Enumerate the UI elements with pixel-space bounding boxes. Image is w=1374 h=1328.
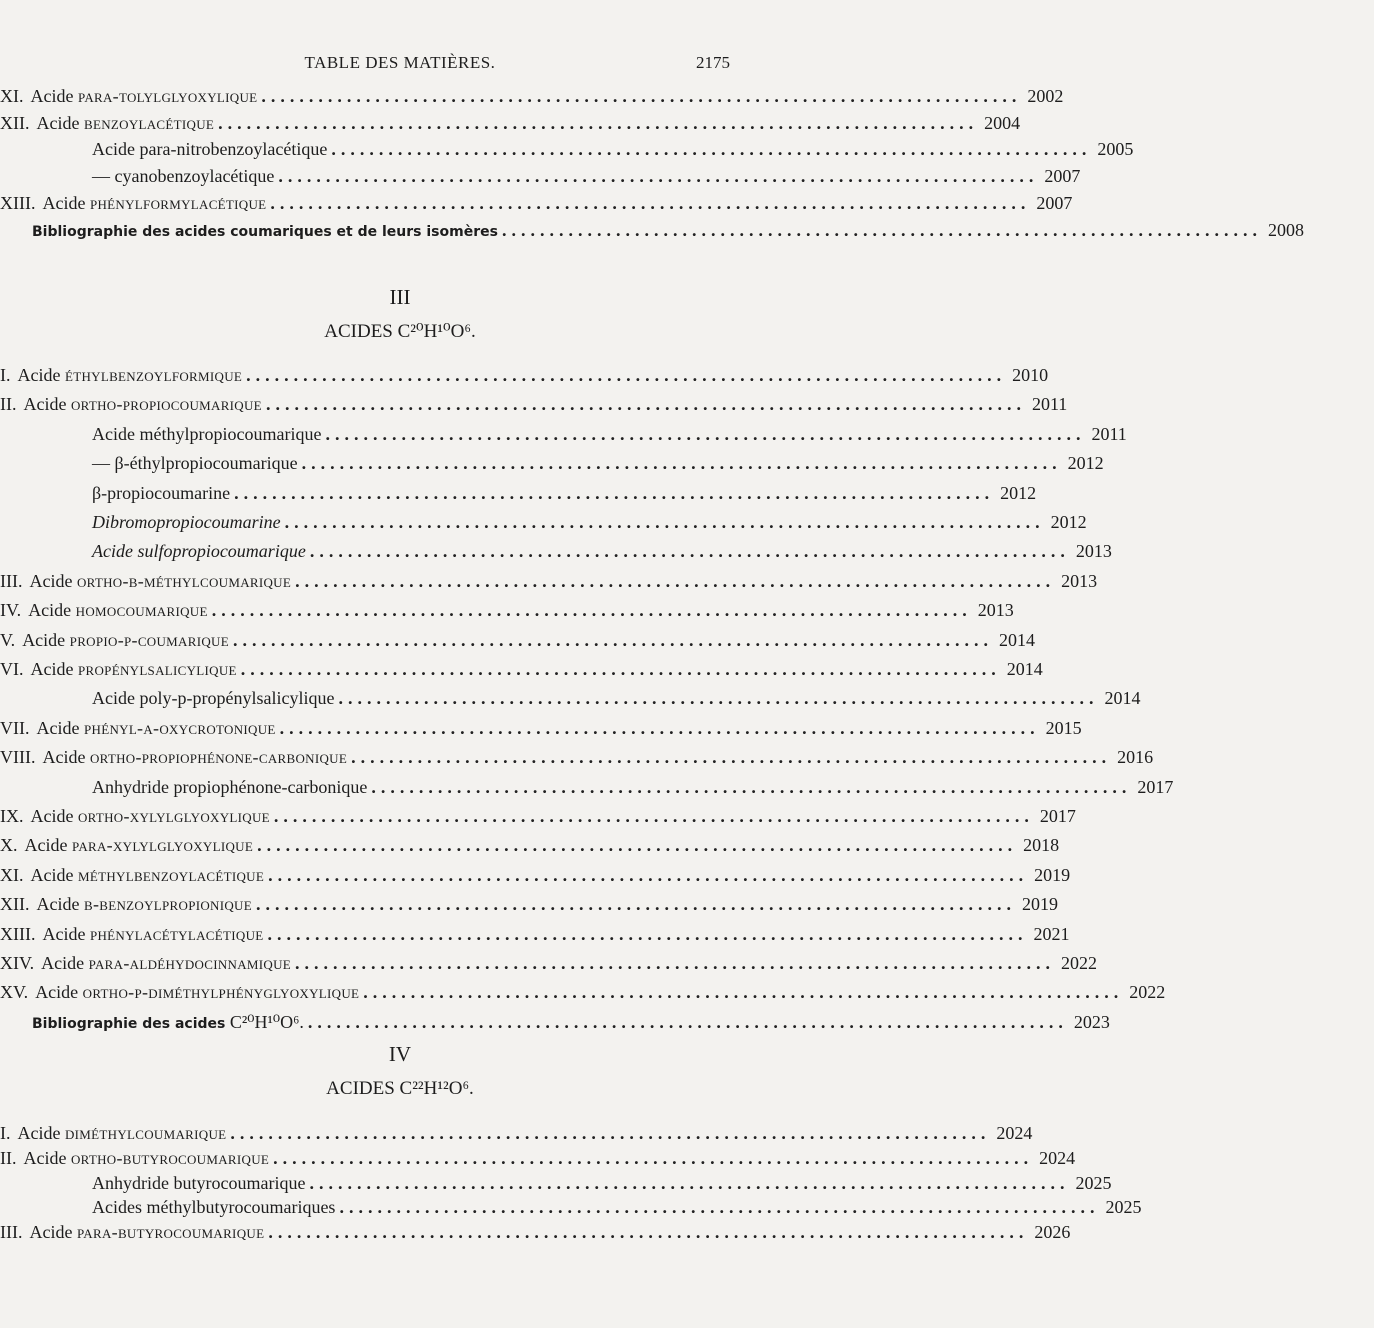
- entry-head: Acide: [23, 1147, 67, 1168]
- entry-number: XIV.: [0, 953, 35, 973]
- entry-label: [29, 570, 291, 592]
- entry-head: Acide: [23, 394, 67, 415]
- entry-head: Acide: [29, 570, 73, 591]
- entry-label: Anhydride butyrocoumarique: [92, 1172, 306, 1193]
- toc-entry[interactable]: [0, 981, 1166, 1003]
- entry-label: Acide poly-p-propénylsalicylique: [92, 688, 335, 709]
- entry-head: Acide: [36, 112, 80, 133]
- dot-leader: ................................................................................: [218, 112, 979, 133]
- entry-compound: ortho-butyrocoumarique: [70, 1147, 270, 1168]
- toc-entry[interactable]: [0, 952, 1098, 974]
- entry-compound: para-butyrocoumarique: [76, 1222, 265, 1243]
- bibliography-label: Bibliographie des acides: [32, 1015, 226, 1032]
- dot-leader: ................................................................................: [246, 365, 1007, 385]
- entry-label: [31, 658, 237, 680]
- page-number: 2016: [1117, 747, 1154, 768]
- dot-leader: ................................................................................: [307, 1011, 1068, 1032]
- toc-entry[interactable]: [0, 629, 1035, 651]
- entry-label: Acide para-nitrobenzoylacétique: [92, 139, 328, 160]
- entry-compound: homocoumarique: [75, 600, 208, 621]
- entry-compound: éthylbenzoylformique: [64, 365, 243, 385]
- page-number: 2005: [1097, 139, 1134, 160]
- bibliography-entry[interactable]: [0, 219, 1304, 241]
- entry-head: Acide: [17, 365, 61, 385]
- dot-leader: ................................................................................: [309, 541, 1070, 562]
- entry-head: Acide: [22, 629, 66, 650]
- entry-label: [42, 192, 266, 214]
- entry-label: [37, 112, 215, 134]
- entry-head: Acide: [30, 806, 74, 826]
- entry-head: Acide: [30, 86, 74, 106]
- toc-entry[interactable]: [0, 1122, 1033, 1144]
- dot-leader: ................................................................................: [301, 453, 1062, 474]
- entry-head: Acide: [35, 982, 79, 1003]
- page-number: 2014: [1006, 659, 1043, 679]
- entry-number: XI.: [0, 86, 24, 106]
- page-number: 2013: [1061, 570, 1098, 591]
- entry-compound: para-aldéhydocinnamique: [88, 953, 292, 973]
- entry-number: II.: [0, 394, 17, 415]
- running-header-title: TABLE DES MATIÈRES.: [304, 53, 496, 72]
- toc-entry[interactable]: [0, 511, 1087, 533]
- entry-compound: propio-p-coumarique: [69, 629, 229, 650]
- entry-compound: ortho-β-méthylcoumarique: [76, 570, 292, 591]
- toc-entry[interactable]: [0, 746, 1154, 768]
- entry-compound: ortho-propiophénone-carbonique: [89, 747, 348, 768]
- dot-leader: ................................................................................: [273, 1147, 1034, 1168]
- page-number: 2026: [1034, 1222, 1071, 1243]
- bibliography-formula: C²⁰H¹⁰O⁶.: [229, 1011, 304, 1032]
- entry-label: [41, 952, 291, 974]
- entry-label: [18, 1122, 227, 1144]
- page-number: 2013: [977, 600, 1014, 621]
- entry-head: Acide: [36, 717, 80, 738]
- bibliography-label: Bibliographie des acides coumariques et de leurs isomères: [32, 223, 498, 240]
- entry-head: Acide: [24, 835, 68, 856]
- entry-compound: diméthylcoumarique: [64, 1123, 227, 1143]
- page-number: 2012: [1067, 453, 1104, 474]
- entry-label: [24, 1147, 270, 1169]
- entry-label: [35, 981, 359, 1003]
- entry-number: II.: [0, 1147, 17, 1168]
- page-number: 2014: [1104, 688, 1141, 709]
- dot-leader: ................................................................................: [501, 219, 1262, 240]
- page-number: 2014: [998, 629, 1035, 650]
- toc-entry[interactable]: [0, 834, 1060, 856]
- entry-head: Acide: [29, 1222, 73, 1243]
- running-header-page-number: 2175: [696, 53, 730, 72]
- toc-entry[interactable]: [0, 776, 1174, 798]
- dot-leader: ................................................................................: [279, 717, 1040, 738]
- page-number: 2015: [1045, 717, 1082, 738]
- dot-leader: ................................................................................: [331, 139, 1092, 160]
- page-number: 2022: [1129, 982, 1166, 1003]
- page-number: 2008: [1267, 219, 1304, 240]
- entry-label: [31, 85, 258, 107]
- toc-entry[interactable]: [0, 138, 1134, 160]
- dot-leader: ................................................................................: [211, 600, 972, 621]
- entry-number: IX.: [0, 806, 24, 826]
- page-number: 2011: [1091, 423, 1127, 444]
- toc-entry[interactable]: [0, 192, 1073, 214]
- toc-entry[interactable]: [0, 717, 1082, 739]
- toc-entry[interactable]: [0, 570, 1098, 592]
- page-number: 2007: [1044, 166, 1081, 187]
- toc-entry[interactable]: [0, 1196, 1142, 1218]
- entry-compound: phénylformylacétique: [89, 192, 267, 213]
- entry-label: Acide sulfopropiocoumarique: [92, 541, 306, 562]
- toc-entry[interactable]: [0, 658, 1043, 680]
- entry-label: [28, 599, 208, 621]
- dot-leader: ................................................................................: [351, 747, 1112, 768]
- page-number: 2010: [1012, 365, 1049, 385]
- page-number: 2019: [1021, 894, 1058, 915]
- entry-label: — β-éthylpropiocoumarique: [92, 453, 298, 474]
- toc-entry[interactable]: [0, 893, 1058, 915]
- entry-compound: ortho-xylylglyoxylique: [77, 806, 270, 826]
- page-number: 2012: [1050, 512, 1087, 532]
- dot-leader: ................................................................................: [325, 423, 1086, 444]
- page-number: 2017: [1039, 806, 1076, 826]
- page-number: 2024: [1039, 1147, 1076, 1168]
- section-number: IV: [388, 1042, 412, 1066]
- entry-compound: para-tolylglyoxylique: [77, 86, 258, 106]
- dot-leader: ................................................................................: [234, 482, 995, 503]
- toc-entry[interactable]: [0, 687, 1141, 709]
- entry-compound: benzoylacétique: [83, 112, 215, 133]
- entry-number: III.: [0, 570, 23, 591]
- toc-entry[interactable]: [0, 864, 1071, 886]
- entry-number: I.: [0, 1123, 11, 1143]
- entry-label: [31, 864, 265, 886]
- dot-leader: ................................................................................: [363, 982, 1124, 1003]
- toc-entry[interactable]: [0, 923, 1070, 945]
- toc-entry[interactable]: [0, 85, 1064, 107]
- dot-leader: ................................................................................: [240, 659, 1001, 679]
- dot-leader: ................................................................................: [371, 776, 1132, 797]
- entry-compound: ortho-p-diméthylphényglyoxylique: [82, 982, 360, 1003]
- page-number: 2017: [1137, 776, 1174, 797]
- entry-label: [32, 219, 498, 243]
- page-number: 2002: [1027, 86, 1064, 106]
- entry-compound: para-xylylglyoxylique: [71, 835, 254, 856]
- entry-number: XIII.: [0, 192, 36, 213]
- dot-leader: ................................................................................: [257, 835, 1018, 856]
- entry-label: — cyanobenzoylacétique: [92, 166, 275, 187]
- entry-label: [37, 717, 276, 739]
- dot-leader: ................................................................................: [339, 1197, 1100, 1218]
- toc-entry[interactable]: [0, 393, 1068, 415]
- dot-leader: ................................................................................: [295, 570, 1056, 591]
- dot-leader: ................................................................................: [230, 1123, 991, 1143]
- entry-head: Acide: [36, 894, 80, 915]
- entry-head: Acide: [42, 747, 86, 768]
- page-number: 2007: [1036, 192, 1073, 213]
- page-number: 2012: [1000, 482, 1037, 503]
- toc-entry[interactable]: [0, 452, 1104, 474]
- dot-leader: ................................................................................: [338, 688, 1099, 709]
- dot-leader: ................................................................................: [278, 166, 1039, 187]
- page-number: 2011: [1031, 394, 1068, 415]
- entry-label: Dibromopropiocoumarine: [92, 512, 281, 532]
- entry-number: X.: [0, 835, 18, 856]
- entry-label: [37, 893, 252, 915]
- entry-number: I.: [0, 365, 11, 385]
- dot-leader: ................................................................................: [268, 864, 1029, 885]
- dot-leader: ................................................................................: [295, 953, 1056, 973]
- entry-number: III.: [0, 1222, 23, 1243]
- dot-leader: ................................................................................: [261, 86, 1022, 106]
- entry-label: Acide méthylpropiocoumarique: [92, 423, 322, 444]
- entry-number: XII.: [0, 894, 30, 915]
- toc-entry[interactable]: [0, 1221, 1071, 1243]
- entry-label: [31, 805, 270, 827]
- toc-entry[interactable]: [0, 805, 1076, 827]
- entry-label: [18, 364, 243, 386]
- dot-leader: ................................................................................: [255, 894, 1016, 915]
- entry-compound: ortho-propiocoumarique: [70, 394, 262, 415]
- toc-entry[interactable]: [0, 165, 1081, 187]
- entry-label: [24, 393, 262, 415]
- dot-leader: ................................................................................: [265, 394, 1026, 415]
- page-number: 2025: [1105, 1197, 1142, 1218]
- entry-compound: β-benzoylpropionique: [83, 894, 252, 915]
- entry-label: β-propiocoumarine: [92, 482, 231, 503]
- entry-head: Acide: [17, 1123, 61, 1143]
- page-number: 2023: [1073, 1011, 1110, 1032]
- entry-compound: phényl-α-oxycrotonique: [83, 717, 276, 738]
- toc-entry[interactable]: [0, 1147, 1076, 1169]
- entry-compound: propénylsalicylique: [77, 659, 237, 679]
- page-number: 2004: [984, 112, 1021, 133]
- entry-number: VI.: [0, 659, 24, 679]
- dot-leader: ................................................................................: [309, 1172, 1070, 1193]
- page-number: 2013: [1075, 541, 1112, 562]
- entry-number: XV.: [0, 982, 29, 1003]
- toc-entry[interactable]: [0, 540, 1112, 562]
- entry-label: [42, 746, 347, 768]
- page-number: 2024: [996, 1123, 1033, 1143]
- entry-number: VIII.: [0, 747, 36, 768]
- dot-leader: ................................................................................: [267, 923, 1028, 944]
- entry-compound: phénylacétylacétique: [89, 923, 264, 944]
- entry-label: Acides méthylbutyrocoumariques: [92, 1197, 336, 1218]
- section-number: III: [389, 285, 411, 309]
- entry-number: XI.: [0, 864, 24, 885]
- bibliography-entry[interactable]: [0, 1011, 1110, 1033]
- entry-number: IV.: [0, 600, 22, 621]
- page-number: 2019: [1034, 864, 1071, 885]
- entry-label: [32, 1011, 304, 1035]
- dot-leader: ................................................................................: [273, 806, 1034, 826]
- dot-leader: ................................................................................: [268, 1222, 1029, 1243]
- entry-head: Acide: [42, 192, 86, 213]
- page-number: 2018: [1023, 835, 1060, 856]
- entry-head: Acide: [30, 659, 74, 679]
- section-title: ACIDES C²²H¹²O⁶.: [326, 1078, 474, 1099]
- entry-number: XIII.: [0, 923, 36, 944]
- entry-head: Acide: [28, 600, 72, 621]
- entry-label: [25, 834, 254, 856]
- page-number: 2025: [1075, 1172, 1112, 1193]
- entry-label: Anhydride propiophénone-carbonique: [92, 776, 368, 797]
- entry-head: Acide: [41, 953, 85, 973]
- entry-head: Acide: [30, 864, 74, 885]
- section-title: ACIDES C²⁰H¹⁰O⁶.: [324, 321, 476, 342]
- dot-leader: ................................................................................: [232, 629, 993, 650]
- entry-number: VII.: [0, 717, 30, 738]
- toc-entry[interactable]: [0, 482, 1037, 504]
- toc-entry[interactable]: [0, 364, 1049, 386]
- entry-label: [29, 1221, 264, 1243]
- entry-compound: méthylbenzoylacétique: [77, 864, 265, 885]
- toc-entry[interactable]: [0, 1172, 1112, 1194]
- dot-leader: ................................................................................: [270, 192, 1031, 213]
- toc-entry[interactable]: [0, 423, 1127, 445]
- entry-label: [22, 629, 229, 651]
- page-number: 2021: [1033, 923, 1070, 944]
- toc-entry[interactable]: [0, 599, 1014, 621]
- dot-leader: ................................................................................: [284, 512, 1045, 532]
- toc-entry[interactable]: [0, 112, 1021, 134]
- entry-head: Acide: [42, 923, 86, 944]
- entry-number: V.: [0, 629, 16, 650]
- entry-number: XII.: [0, 112, 30, 133]
- page-number: 2022: [1061, 953, 1098, 973]
- entry-label: [42, 923, 263, 945]
